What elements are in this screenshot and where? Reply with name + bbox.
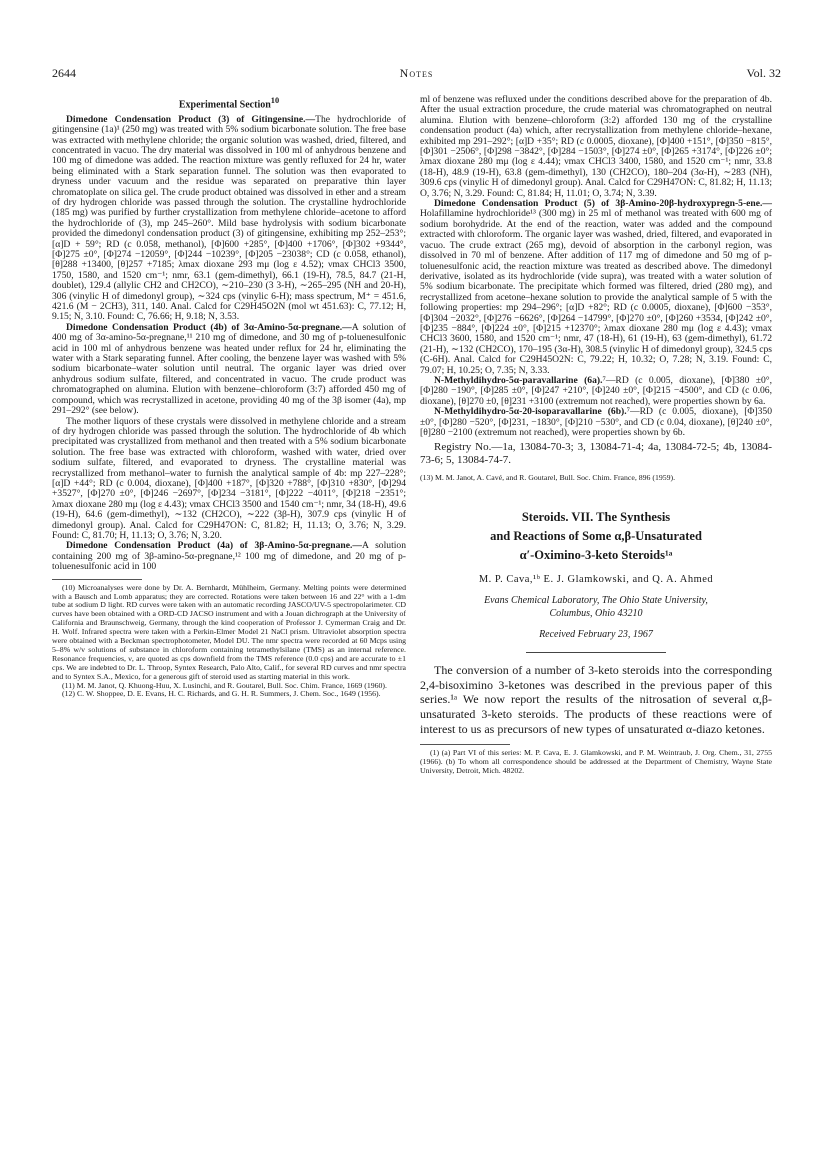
affiliation-line-1: Evans Chemical Laboratory, The Ohio State University, [484, 594, 708, 606]
paragraph-heading: N-Methyldihydro-5α-20-isoparavallarine (6b). [434, 406, 627, 418]
paragraph-4b-mother-liquors [52, 417, 406, 542]
article-title-line-1: Steroids. VII. The Synthesis [521, 510, 671, 525]
paragraph-6a [420, 376, 772, 407]
paragraph-text: Holafillamine hydrochloride¹³ (300 mg) in 25 ml of methanol was treated with 600 mg of sodium borohydride. At the end of the reaction, water was added and the compound extracted with chloroform. The organic layer was washed, dried, filtered, and evaporated in vacuo. The crude extract (265 mg), devoid of absorption in the carbonyl region, was dissolved in 70 ml of benzene. After addition of 117 mg of dimedone and 50 mg of p-toluenesulfonic acid, the reaction mixture was treated as described above. The dimedonyl derivative, isolated as its hydrochloride (vide supra), was treated with a water solution of 5% sodium bicarbonate. The precipitate which formed was filtered, dried (280 mg), and recrystallized from acetone–hexane solution to provide the analytical sample of 5 with the following properties: mp 294–296°; [α]D +82°; RD (c 0.0005, dioxane), [Φ]600 −353°, [Φ]304 −2032°, [Φ]276 −6626°, [Φ]264 −14799°, [Φ]270 ±0°, [Φ]260 +3534, [Φ]242 ±0°, [Φ]235 −884°, [Φ]224 ±0°, [Φ]215 +12370°; λmax dioxane 280 mμ (log ε 4.43); νmax CHCl3 3600, 1580, and 1520 cm⁻¹; nmr, 47 (18-H), 61 (19-H), 63 (gem-dimethyl), 61.72 (21-H), ∼132 (CH2CO), 170–195 (3α-H), 308.5 (vinylic H of dimedonyl group), 324.5 cps (C-6H). Anal. Calcd for C29H45O2N: C, 79.22; H, 10.32; O, 7.28; N, 3.19. Found: C, 79.07; H, 10.25; O, 7.35; N, 3.33. [420, 208, 772, 376]
article-header [420, 508, 772, 640]
paragraph-5 [420, 199, 772, 376]
article-footnote-divider [420, 744, 510, 745]
registry-text: Registry No.—1a, 13084-70-3; 3, 13084-71-4; 4a, 13084-72-5; 4b, 13084-73-6; 5, 13084-74-7. [420, 441, 772, 467]
paragraph-text: The mother liquors of these crystals were dissolved in methylene chloride and a stream of dry hydrogen chloride was passed through the solution. The hydrochloride of 4b which precipitated was crystallized from methanol and then treated with a 5% sodium bicarbonate solution. The free base was extracted with chloroform, washed with water, dried over sodium sulfate, filtered, and evaporated to dryness. The crystalline material was recrystallized from methanol–water to furnish the analytical sample of 4b: mp 227–228°; [α]D +44°; RD (c 0.004, dioxane), [Φ]400 +187°, [Φ]320 +788°, [Φ]310 +830°, [Φ]294 +3527°, [Φ]270 ±0°, [Φ]246 −2697°, [Φ]234 −3181°, [Φ]222 −4011°, [Φ]218 −2351°; λmax dioxane 280 mμ (log ε 4.43); νmax CHCl3 3500 and 1540 cm⁻¹; nmr, 34 (18-H), 49.6 (19-H), 64.6 (gem-dimethyl), ∼132 (CH2CO), ∼222 (3β-H), 307.9 cps (vinylic H of dimedonyl group). Anal. Calcd for C29H47ON: C, 81.82; H, 11.13; O, 3.76; N, 3.29. Found: C, 81.70; H, 11.13; O, 3.76; N, 3.20. [52, 415, 406, 541]
footnote-12: (12) C. W. Shoppee, D. E. Evans, H. C. Richards, and G. H. R. Summers, J. Chem. Soc., 1649 (1956). [62, 689, 381, 699]
paragraph-heading: Dimedone Condensation Product (4b) of 3α-Amino-5α-pregnane.— [66, 321, 352, 333]
paragraph-6b [420, 407, 772, 438]
abstract-text: The conversion of a number of 3-keto steroids into the corresponding 2,4-bisoximino 3-ketones was described in the previous paper of this series.¹ᵃ We now report the results of the nitrosation of several α,β-unsaturated 3-keto steroids. The products of these reactions were of interest to us as precursors of new types of unsaturated α-diazo ketones. [420, 663, 772, 736]
journal-section: Notes [399, 66, 434, 80]
article-title-line-2: and Reactions of Some α,β-Unsaturated [490, 529, 702, 544]
paragraph-text: The hydrochloride of gitingensine (1a)¹ (250 mg) was treated with 5% sodium bicarbonate solution. The free base was extracted with methylene chloride; the organic solution was washed, dried, filtered, and concentrated in vacuo. The dry material was dissolved in 100 ml of anhydrous benzene and 100 mg of dimedone was added. The reaction mixture was gently refluxed for 24 hr, water being eliminated with a Stark separation funnel. The solution was then evaporated to dryness under vacuum and the residue was separated on preparative thin layer chromatoplate on silica gel. The crude product obtained was dissolved in ether and a stream of dry hydrogen chloride was passed through the solution. The crystalline hydrochloride (185 mg) was purified by further crystallization from methylene chloride–acetone to afford the hydrochloride of (3), mp 245–260°. Mild base hydrolysis with sodium bicarbonate provided the dimedonyl condensation product (3) of gitingensine, exhibiting mp 252–253°; [α]D + 59°; RD (c 0.058, methanol), [Φ]600 +285°, [Φ]400 +1706°, [Φ]302 +9344°, [Φ]275 ±0°, [Φ]274 −12059°, [Φ]244 −10239°, [Φ]205 −23038°; CD (c 0.058, ethanol), [θ]288 +13400, [θ]257 +7185; λmax dioxane 293 mμ (log ε 4.52); νmax CHCl3 3500, 1750, 1580, and 1520 cm⁻¹; nmr, 63.1 (gem-dimethyl), 66.1 (19-H), 78.5, 84.7 (21-H, doublet), 129.4 (allylic CH2 and CH2CO), ∼210–230 (3 3-H), ∼265–295 (NH and 20-H), 306 (vinylic H of dimedonyl group), ∼324 cps (vinylic 6-H); mass spectrum, M⁺ = 451.6, 421.6 (M − 2CH3), 311, 140. Anal. Calcd for C29H45O2N (mol wt 451.63): C, 77.12; H, 9.15; N, 3.10. Found: C, 76.66; H, 9.18; N, 3.53. [52, 113, 406, 323]
paragraph-4b [52, 323, 406, 417]
footnote-divider [52, 579, 142, 580]
paragraph-heading: Dimedone Condensation Product (3) of Gitingensine.— [66, 113, 316, 125]
paragraph-4a-continued [420, 95, 772, 199]
page-number: 2644 [52, 66, 76, 80]
paragraph-text: A solution of 400 mg of 3α-amino-5α-pregnane,¹¹ 210 mg of dimedone, and 30 mg of p-toluenesulfonic acid in 100 ml of anhydrous benzene was heated under reflux for 24 hr, eliminating the water with a Stark separating funnel. After cooling, the benzene layer was washed with 5% sodium bicarbonate–water solution until neutral. The organic layer was dried over anhydrous sodium sulfate, filtered, and concentrated in vacuo. The crude product was chromatographed on alumina. Elution with benzene–chloroform (3:7) afforded 450 mg of compound, which was recrystallized in acetone, providing 40 mg of the 3β isomer (4a), mp 291–292° (see below). [52, 321, 406, 417]
paragraph-heading: Dimedone Condensation Product (4a) of 3β-Amino-5α-pregnane.— [66, 540, 362, 552]
registry-numbers [420, 441, 772, 467]
paragraph-text: ⁷—RD (c 0.005, dioxane), [Φ]350 ±0°, [Φ]280 −520°, [Φ]231, −1830°, [Φ]210 −530°, and CD (c 0.04, dioxane), [θ]240 ±0°, [θ]280 −2100 (extremum not reached), were properties shown by 6b. [420, 406, 772, 438]
article-affiliation [420, 594, 772, 620]
paragraph-text: A solution containing 200 mg of 3β-amino-5α-pregnane,¹² 100 mg of dimedone, and 20 mg of p-toluenesulfonic acid in 100 [52, 540, 406, 573]
article-divider [526, 652, 666, 653]
article-authors: M. P. Cava,¹ᵇ E. J. Glamkowski, and Q. A. Ahmed [478, 574, 714, 586]
affiliation-line-2: Columbus, Ohio 43210 [549, 607, 643, 619]
footnote-13: (13) M. M. Janot, A. Cavé, and R. Goutarel, Bull. Soc. Chim. France, 896 (1959). [420, 473, 676, 483]
article-title-line-3: α′-Oximino-3-keto Steroids¹ᵃ [519, 548, 673, 563]
paragraph-4a [52, 541, 406, 572]
volume-label: Vol. 32 [746, 66, 781, 80]
received-date: Received February 23, 1967 [539, 628, 653, 640]
left-column [52, 96, 406, 699]
article-abstract [420, 663, 772, 736]
paragraph-heading: Dimedone Condensation Product (5) of 3β-Amino-20β-hydroxypregn-5-ene.— [434, 198, 772, 210]
footnote-10: (10) Microanalyses were done by Dr. A. Bernhardt, Mühlheim, Germany. Melting points were determined with a Bausch and Lomb apparatus; they are corrected. Rotations were taken between 16 and 22° with a 1-dm tube at sodium D light. RD curves were taken with an automatic recording JASCO/UV-5 spectropolarimeter. CD curves have been obtained with a ORD-CD JACSO instrument and with a Jouan dichrograph at the University of California and Braunschweig, Germany, through the kind cooperation of Professor J. Cymerman Craig and Dr. H. Wolf. Infrared spectra were taken with a Perkin-Elmer Model 21 NaCl prism. Ultraviolet absorption spectra were obtained with a Beckman spectrophotometer, Model DU. The nmr spectra were recorded at 60 Mcps using 5–8% w/v solutions of substance in chloroform containing tetramethylsilane (TMS) as an internal reference. Resonance frequencies, ν, are quoted as cps downfield from the TMS reference (0.0 cps) and are accurate to ±1 cps. We are indebted to Dr. L. Throop, Syntex Research, Palo Alto, Calif., for several RD curves and nmr spectra and to Syntex S.A., Mexico, for a generous gift of steroid used as starting material in this work. [52, 582, 406, 681]
footnote-11: (11) M. M. Janot, Q. Khuong-Huu, X. Lusinchi, and R. Goutarel, Bull. Soc. Chim. France, 1669 (1960). [62, 680, 387, 690]
paragraph-heading: N-Methyldihydro-5α-paravallarine (6a). [434, 374, 603, 386]
paragraph-3-gitingensine [52, 115, 406, 323]
paragraph-text: ml of benzene was refluxed under the conditions described above for the preparation of 4b. After the usual extraction procedure, the crude material was chromatographed on neutral alumina. Elution with benzene–chloroform (3:2) afforded 130 mg of the crystalline condensation product (4a) which, after recrystallization from methylene chloride–hexane, exhibited mp 291–292°; [α]D +35°; RD (c 0.0005, dioxane), [Φ]400 +151°, [Φ]350 −815°, [Φ]301 −2506°, [Φ]298 −3842°, [Φ]284 −1503°, [Φ]274 ±0°, [Φ]265 +3174°, [Φ]226 ±0°; λmax dioxane 280 mμ (log ε 4.44); νmax CHCl3 3400, 1580, and 1520 cm⁻¹; nmr, 33.8 (18-H), 48.9 (19-H), 63.8 (gem-dimethyl), 130 (CH2CO), 180–204 (3α-H), ∼283 (NH), 309.6 cps (vinylic H of dimedonyl group). Anal. Calcd for C29H47ON: C, 81.82; H, 11.13; O, 3.76; N, 3.29. Found: C, 81.84; H, 11.01; O, 3.74; N, 3.39. [420, 94, 772, 199]
page-header [52, 66, 781, 82]
section-title: Experimental Section$^{10}$ [178, 96, 280, 111]
article-footnote-1: (1) (a) Part VI of this series: M. P. Cava, E. J. Glamkowski, and P. M. Weintraub, J. Org. Chem., 31, 2755 (1966). (b) To whom all correspondence should be addressed at the Department of Chemistry, Wayne State University, Detroit, Mich. 48202. [420, 748, 772, 775]
paragraph-text: ⁷—RD (c 0.005, dioxane), [Φ]380 ±0°, [Φ]280 −190°, [Φ]285 ±0°, [Φ]247 +210°, [Φ]240 ±0°, [Φ]215 −4500°, and CD (c 0.06, dioxane), [θ]270 ±0, [θ]231 +3100 (extremum not reached), were properties shown by 6a. [420, 374, 772, 407]
right-column [420, 95, 772, 776]
